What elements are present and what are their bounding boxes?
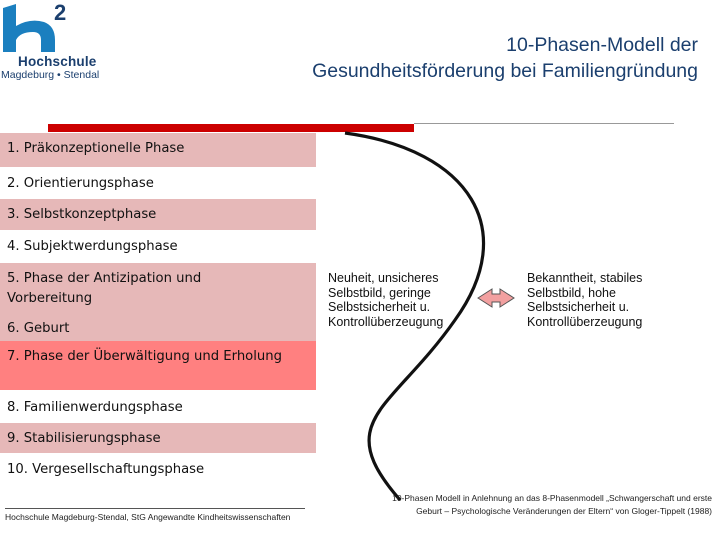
footer-institution: Hochschule Magdeburg-Stendal, StG Angewandte Kindheitswissenschaften: [5, 512, 291, 522]
note-left: Neuheit, unsicheres Selbstbild, geringe Selbstsicherheit u. Kontrollüberzeugung: [328, 271, 444, 329]
double-arrow-icon: [478, 289, 514, 307]
phase-10: 10. Vergesellschaftungsphase: [0, 454, 316, 486]
phase-9: 9. Stabilisierungsphase: [0, 423, 316, 453]
phase-3: 3. Selbstkonzeptphase: [0, 199, 316, 230]
phase-6: 6. Geburt: [0, 313, 316, 343]
phase-1: 1. Präkonzeptionelle Phase: [0, 133, 316, 167]
title-line-2: Gesundheitsförderung bei Familiengründung: [312, 60, 698, 82]
phase-7: 7. Phase der Überwältigung und Erholung: [0, 341, 316, 390]
phase-2: 2. Orientierungsphase: [0, 168, 316, 198]
phase-4: 4. Subjektwerdungsphase: [0, 231, 316, 261]
phase-8: 8. Familienwerdungsphase: [0, 392, 316, 422]
title-line-1: 10-Phasen-Modell der: [506, 34, 698, 56]
note-right: Bekanntheit, stabiles Selbstbild, hohe Selbstsicherheit u. Kontrollüberzeugung: [527, 271, 643, 329]
logo-subtitle: Magdeburg • Stendal: [1, 69, 100, 81]
logo-name: Hochschule: [18, 54, 97, 69]
svg-text:2: 2: [54, 0, 67, 25]
footer-rule: [5, 508, 305, 509]
phase-5: 5. Phase der Antizipation und Vorbereitung: [0, 263, 316, 318]
footer-source: 10-Phasen Modell in Anlehnung an das 8-Phasenmodell „Schwangerschaft und erste Geburt – Psychologische Veränderungen der Eltern“ von Gloger-Tippelt (1988): [392, 493, 712, 516]
